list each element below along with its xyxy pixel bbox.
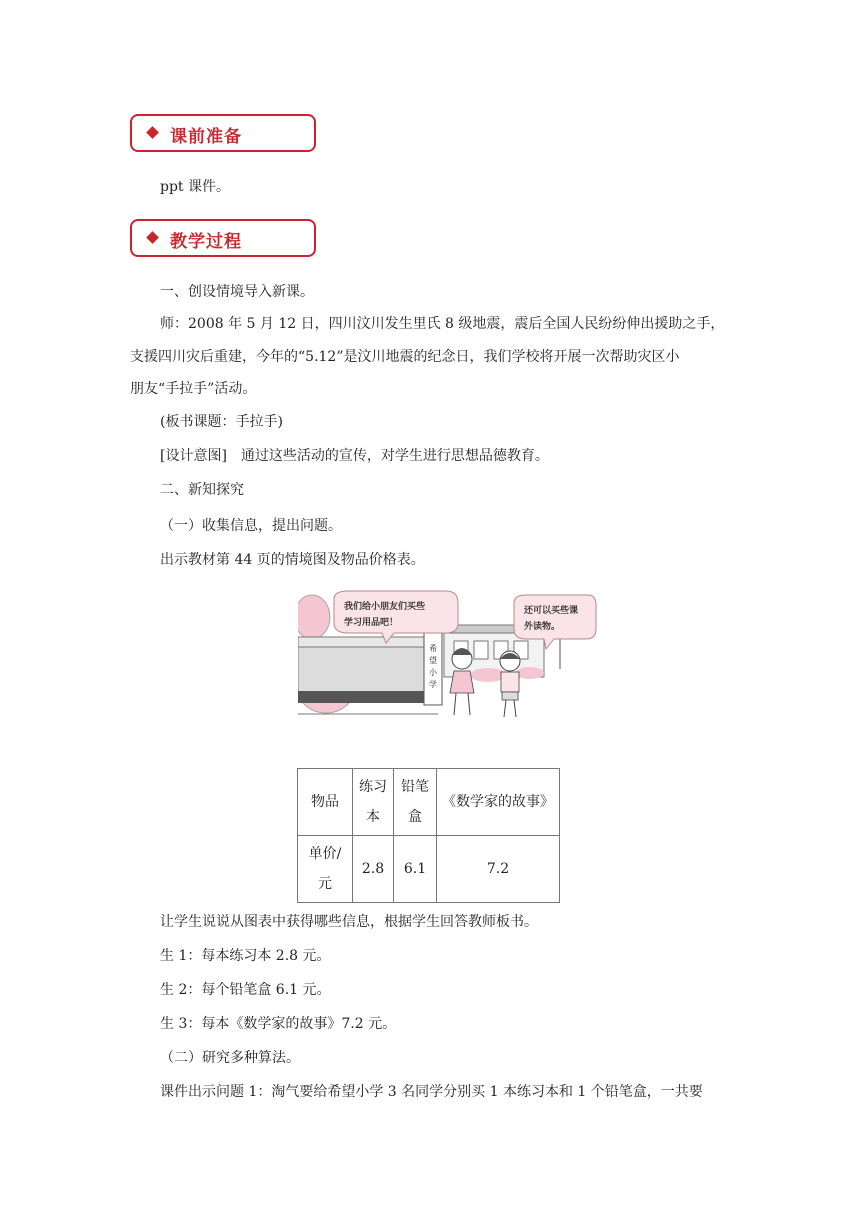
paragraph-line: 让学生说说从图表中获得哪些信息，根据学生回答教师板书。 [160, 914, 538, 930]
bubble-left-line: 我们给小朋友们买些 [344, 602, 426, 612]
paragraph-line: （二）研究多种算法。 [160, 1050, 300, 1066]
paragraph-line: [设计意图] 通过这些活动的宣传，对学生进行思想品德教育。 [160, 448, 549, 464]
table-cell: 6.1 [394, 836, 437, 903]
school-sign-char: 学 [429, 680, 437, 689]
section-title: 教学过程 [170, 232, 242, 252]
paragraph-line: 出示教材第 44 页的情境图及物品价格表。 [160, 552, 425, 568]
paragraph-line: 一、创设情境导入新课。 [160, 284, 314, 300]
price-table [297, 768, 560, 903]
diamond-bullet-icon [146, 126, 159, 139]
table-cell: 铅笔 盒 [394, 769, 437, 836]
section-title: 课前准备 [170, 127, 242, 147]
paragraph-line: 生 1：每本练习本 2.8 元。 [160, 948, 331, 964]
diamond-bullet-icon [146, 231, 159, 244]
bubble-right-line: 还可以买些课 [524, 606, 579, 616]
table-cell: 7.2 [437, 836, 560, 903]
section-header-prep [130, 114, 316, 152]
table-cell: 单价/ 元 [298, 836, 353, 903]
school-sign-char: 希 [429, 644, 437, 653]
section-header-process [130, 219, 316, 257]
school-sign-char: 望 [429, 656, 437, 665]
school-sign-char: 小 [429, 668, 437, 677]
table-row [298, 769, 560, 836]
paragraph-line: （一）收集信息，提出问题。 [160, 518, 342, 534]
paragraph-line: 课件出示问题 1：淘气要给希望小学 3 名同学分别买 1 本练习本和 1 个铅笔盒，一共要 [160, 1084, 703, 1100]
prep-text: ppt 课件。 [160, 179, 230, 195]
scene-illustration [298, 589, 600, 726]
paragraph-line: 朋友“手拉手”活动。 [130, 381, 257, 397]
bubble-left-line: 学习用品吧！ [344, 618, 399, 628]
table-row [298, 836, 560, 903]
school-scene-picture [298, 589, 600, 726]
table-cell: 练习 本 [353, 769, 394, 836]
table-cell: 物品 [298, 769, 353, 836]
paragraph-line: 生 2：每个铅笔盒 6.1 元。 [160, 982, 331, 998]
paragraph-line: 二、新知探究 [160, 482, 244, 498]
paragraph-line: 支援四川灾后重建，今年的“5.12”是汶川地震的纪念日，我们学校将开展一次帮助灾区小 [130, 349, 680, 365]
paragraph-line: 生 3：每本《数学家的故事》7.2 元。 [160, 1016, 397, 1032]
paragraph-line: (板书课题：手拉手) [160, 414, 283, 430]
table-cell: 2.8 [353, 836, 394, 903]
bubble-right-line: 外读物。 [524, 622, 561, 632]
paragraph-line: 师：2008 年 5 月 12 日，四川汶川发生里氏 8 级地震，震后全国人民纷纷伸出援助之手， [160, 316, 725, 332]
table-cell: 《数学家的故事》 [437, 769, 560, 836]
